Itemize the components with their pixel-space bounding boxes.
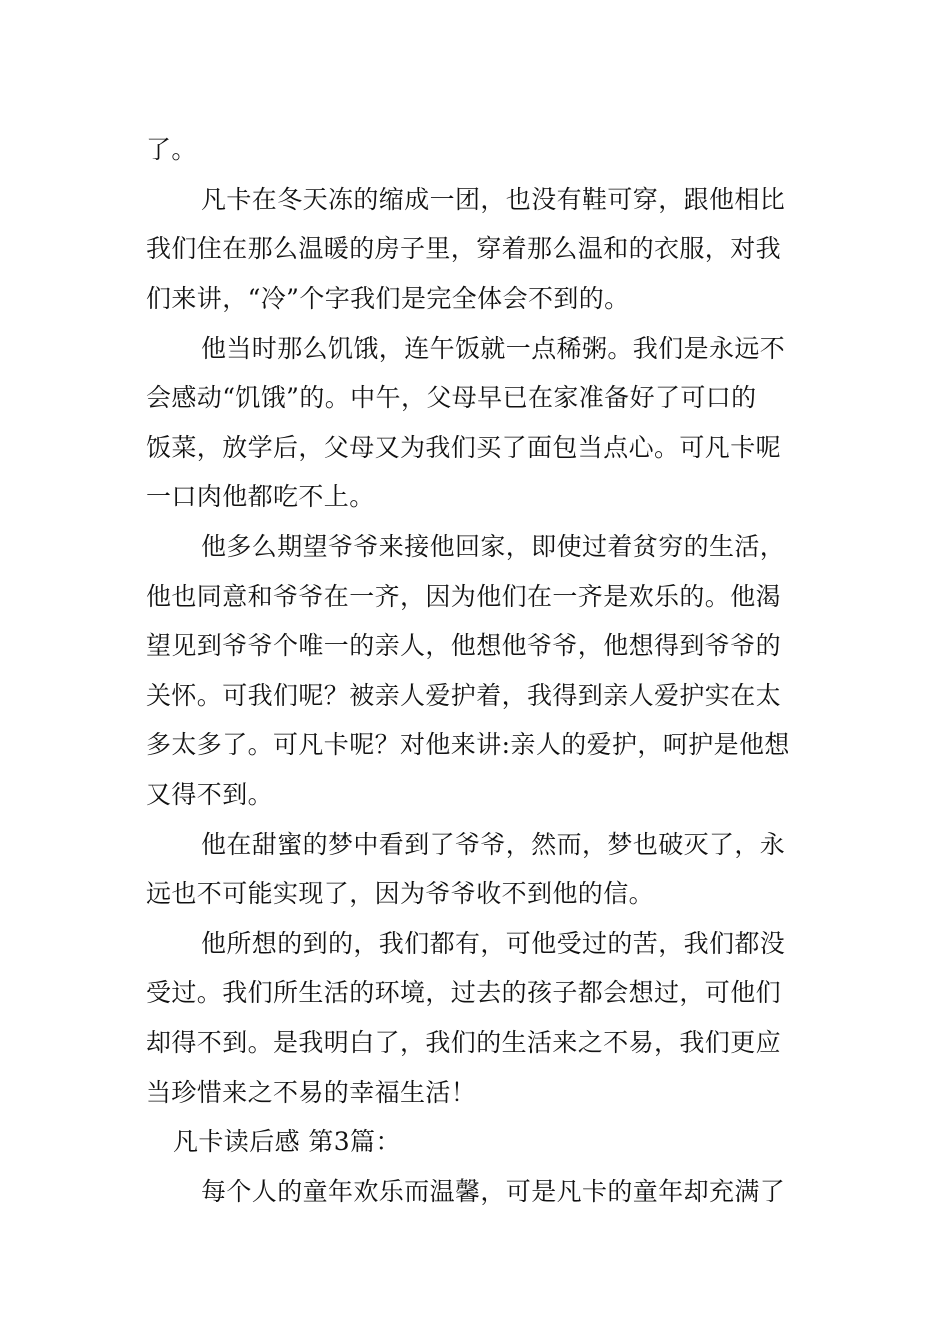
text-line: 他所想的到的，我们都有，可他受过的苦，我们都没 bbox=[201, 929, 786, 958]
text-line: 当珍惜来之不易的幸福生活！ bbox=[146, 1078, 477, 1107]
text-line: 又得不到。 bbox=[146, 780, 274, 809]
text-line: 关怀。可我们呢？被亲人爱护着，我得到亲人爱护实在太 bbox=[146, 681, 782, 710]
text-line: 饭菜，放学后，父母又为我们买了面包当点心。可凡卡呢 bbox=[146, 433, 782, 462]
text-line: 他当时那么饥饿，连午饭就一点稀粥。我们是永远不 bbox=[201, 334, 786, 363]
text-line: 一口肉他都吃不上。 bbox=[146, 482, 375, 511]
text-line: 们来讲，“冷”个字我们是完全体会不到的。 bbox=[146, 284, 630, 313]
text-line: 多太多了。可凡卡呢？对他来讲:亲人的爱护，呵护是他想 bbox=[146, 730, 790, 759]
text-line: 受过。我们所生活的环境，过去的孩子都会想过，可他们 bbox=[146, 978, 782, 1007]
text-line: 远也不可能实现了，因为爷爷收不到他的信。 bbox=[146, 879, 655, 908]
text-line: 他也同意和爷爷在一齐，因为他们在一齐是欢乐的。他渴 bbox=[146, 582, 782, 611]
text-line: 会感动“饥饿”的。中午，父母早已在家准备好了可口的 bbox=[146, 383, 757, 412]
section-heading: 凡卡读后感 第3篇： bbox=[173, 1127, 401, 1156]
text-line: 了。 bbox=[146, 135, 197, 164]
text-line: 他在甜蜜的梦中看到了爷爷，然而，梦也破灭了，永 bbox=[201, 830, 786, 859]
text-line: 他多么期望爷爷来接他回家，即使过着贫穷的生活， bbox=[201, 532, 786, 561]
text-line: 每个人的童年欢乐而温馨，可是凡卡的童年却充满了 bbox=[201, 1177, 786, 1206]
text-line: 却得不到。是我明白了，我们的生活来之不易，我们更应 bbox=[146, 1028, 782, 1057]
text-line: 我们住在那么温暖的房子里，穿着那么温和的衣服，对我 bbox=[146, 234, 782, 263]
text-line: 凡卡在冬天冻的缩成一团，也没有鞋可穿，跟他相比 bbox=[201, 185, 786, 214]
text-line: 望见到爷爷个唯一的亲人，他想他爷爷，他想得到爷爷的 bbox=[146, 631, 782, 660]
